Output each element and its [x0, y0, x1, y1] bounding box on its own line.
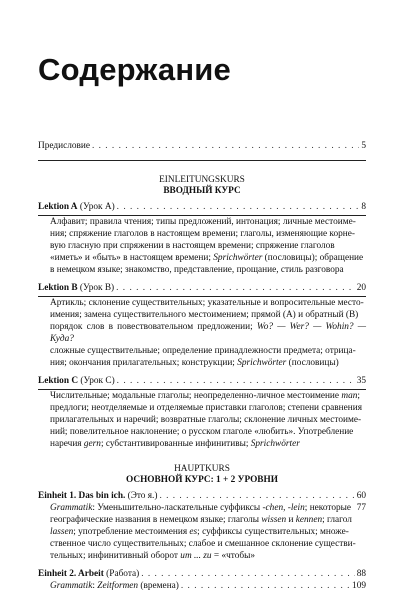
- einheit-2-page: 88: [356, 569, 366, 579]
- main-section-heading: [38, 464, 366, 486]
- desc-line: Артикль; склонение существительных; указательные и вопросительные место-: [50, 298, 364, 308]
- desc-line: «иметь» и «быть» в настоящем времени; Sprichwörter (пословицы); обращение: [50, 253, 364, 263]
- desc-line: прилагательных и наречий; возвратные глаголы; склонение личных местоиме-: [50, 415, 362, 425]
- einheit-2-description: [38, 580, 366, 592]
- toc-content: [38, 140, 366, 592]
- einheit-2-grammar-line: Grammatik: Zeitformen (времена) . . . 109: [50, 580, 366, 592]
- desc-line: сложные существительные; определение принадлежности предмета; отрица-: [50, 346, 356, 356]
- preface-label: Предисловие: [38, 141, 90, 151]
- lektion-a-page: 8: [361, 202, 366, 212]
- einheit-1-subtitle: (Это я.): [125, 491, 158, 501]
- toc-entry-einheit-2[interactable]: [38, 568, 366, 580]
- divider: [38, 160, 366, 161]
- leader-dots: [141, 568, 354, 580]
- lektion-b-page: 20: [356, 283, 366, 293]
- lektion-b-description: [38, 297, 366, 369]
- main-heading: HAUPTKURS: [174, 464, 230, 474]
- desc-line: Числительные; модальные глаголы; неопределенно-личное местоимение man;: [50, 391, 360, 401]
- lektion-c-title: Lektion C: [38, 376, 79, 386]
- lektion-a-subtitle: (Урок A): [77, 202, 115, 212]
- desc-line: географические названия в немецком языке; глаголы wissen и kennen; глагол: [50, 515, 352, 525]
- desc-line: в немецком языке; знакомство, представление, прощание, стиль разговора: [50, 265, 344, 275]
- desc-line: тельных; инфинитивный оборот um ... zu = «чтобы»: [50, 551, 255, 561]
- leader-dots: [117, 375, 355, 387]
- toc-entry-einheit-1[interactable]: [38, 490, 366, 502]
- lektion-c-subtitle: (Урок C): [78, 376, 115, 386]
- desc-line: наречия gern; субстантивированные инфинитивы; Sprichwörter: [50, 439, 300, 449]
- lektion-c-page: 35: [356, 376, 366, 386]
- toc-entry-lektion-b[interactable]: [38, 282, 366, 294]
- lektion-a-title: Lektion A: [38, 202, 78, 212]
- desc-line: вую гласную при спряжении в настоящем времени; спряжение глаголов: [50, 241, 335, 251]
- lektion-c-description: [38, 390, 366, 450]
- lektion-b-subtitle: (Урок B): [77, 283, 115, 293]
- desc-line: имения; замена существительного местоимением; прямой (А) и обратный (В): [50, 310, 359, 320]
- leader-dots: [92, 140, 359, 152]
- leader-dots: [117, 201, 360, 213]
- page-title: Содержание: [38, 52, 231, 87]
- main-subheading: ОСНОВНОЙ КУРС: 1 + 2 УРОВНИ: [126, 475, 278, 485]
- desc-line: предлоги; неотделяемые и отделяемые приставки глаголов; степени сравнения: [50, 403, 362, 413]
- einheit-1-description: [38, 502, 366, 562]
- intro-section-heading: [38, 175, 366, 197]
- einheit-1-grammar-page: 77: [356, 503, 366, 513]
- toc-entry-preface[interactable]: [38, 140, 366, 152]
- einheit-2-subtitle: (Работа): [103, 569, 140, 579]
- desc-line: порядок слов в повествовательном предложении; Wo? — Wer? — Wohin? — Куда?: [50, 322, 366, 344]
- einheit-1-page: 60: [356, 491, 366, 501]
- desc-line: Алфавит; правила чтения; типы предложений, интонация; личные местоиме-: [50, 217, 356, 227]
- einheit-1-title: Einheit 1. Das bin ich.: [38, 491, 126, 501]
- lektion-a-description: [38, 216, 366, 276]
- intro-heading: EINLEITUNGSKURS: [159, 175, 245, 185]
- lektion-b-title: Lektion B: [38, 283, 78, 293]
- intro-subheading: ВВОДНЫЙ КУРС: [163, 186, 241, 196]
- desc-line: ний; повелительное наклонение; о русском глаголе «любить». Употребление: [50, 427, 354, 437]
- toc-entry-lektion-c[interactable]: [38, 375, 366, 387]
- leader-dots: [159, 490, 354, 502]
- desc-line: ния; окончания прилагательных; конструкции; Sprichwörter (пословицы): [50, 358, 339, 368]
- einheit-1-grammar-line: Grammatik: Уменьшительно-ласкательные суффиксы -chen, -lein; некоторые 77: [50, 503, 366, 513]
- desc-line: lassen; употребление местоимения es; суффиксы существительных; множе-: [50, 527, 349, 537]
- einheit-2-grammar-page: 109: [352, 581, 366, 591]
- leader-dots: [116, 282, 355, 294]
- preface-page: 5: [361, 141, 366, 151]
- einheit-2-title: Einheit 2. Arbeit: [38, 569, 104, 579]
- toc-entry-lektion-a[interactable]: [38, 201, 366, 213]
- desc-line: ния; спряжение глаголов в настоящем времени; глаголы, изменяющие корне-: [50, 229, 355, 239]
- desc-line: ственное число существительных; слабое и смешанное склонение существи-: [50, 539, 356, 549]
- leader-dots: [181, 580, 350, 592]
